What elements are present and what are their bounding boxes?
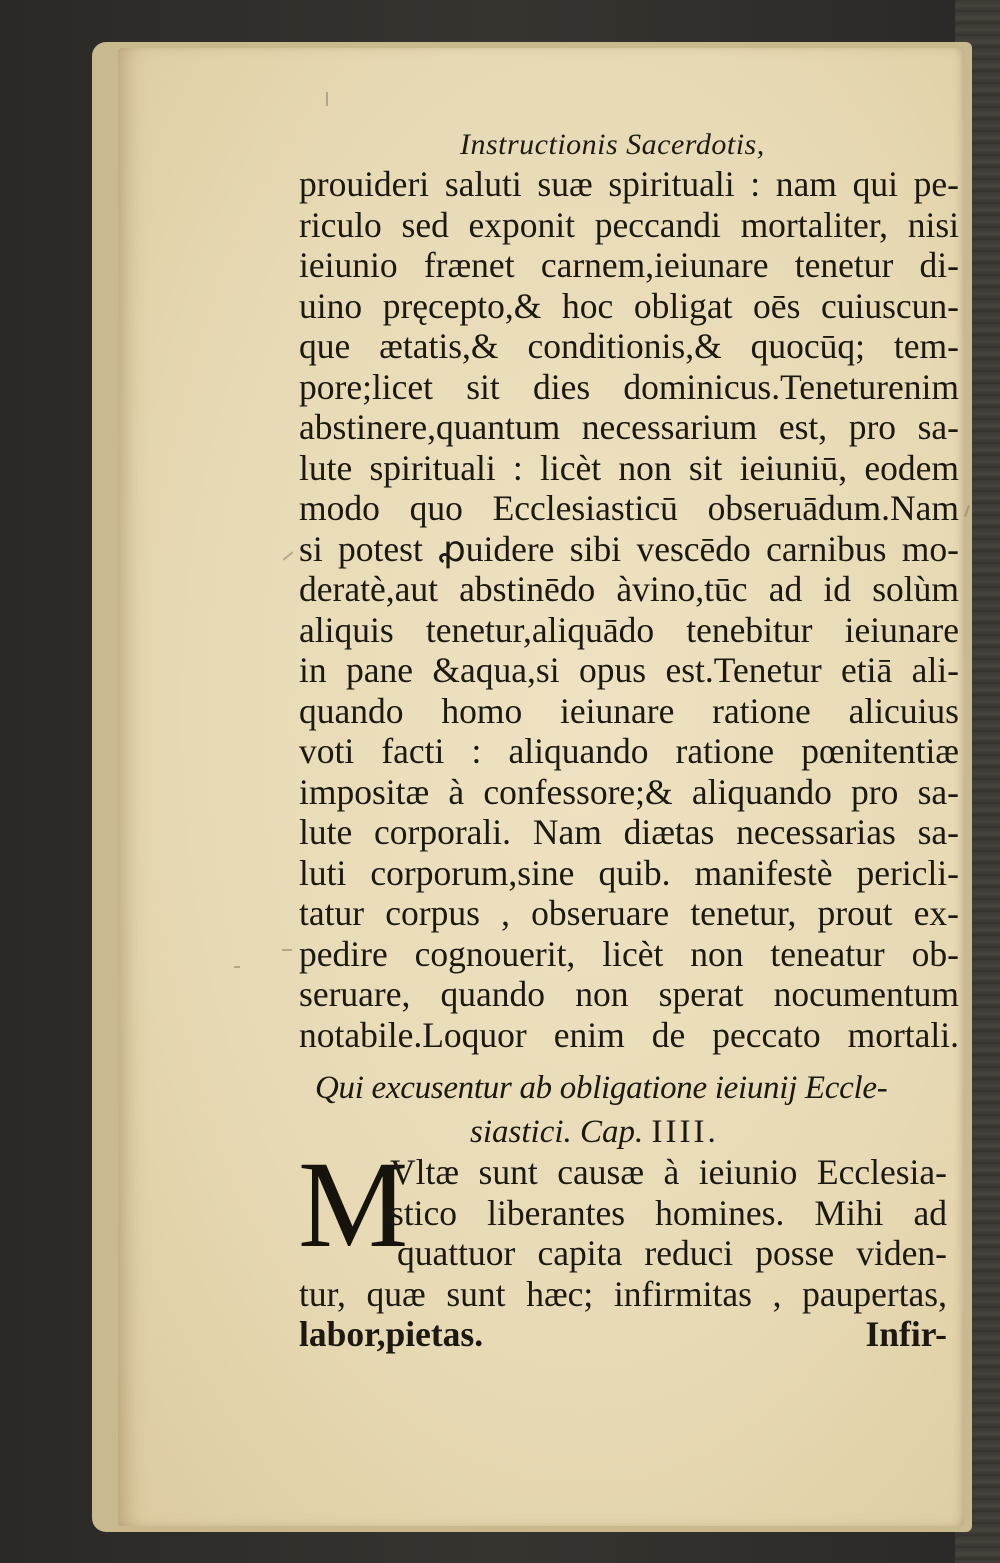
text-line: aliquis tenetur,aliquādo tenebitur ieiunare [299,609,959,650]
text-line: impositæ à confessore;& aliquando pro sa- [299,771,959,812]
text-line: pedire cognouerit, licèt non teneatur ob- [299,933,959,974]
final-line [299,1314,947,1355]
text-line: quando homo ieiunare ratione alicuius [299,690,959,731]
text-line: lute corporali. Nam diætas necessarias sa- [299,812,959,852]
text-line: riculo sed exponit peccandi mortaliter, nisi [299,204,959,245]
running-head: Instructionis Sacerdotis, [460,128,765,161]
section-text [299,1233,947,1314]
chapter-number: IIII. [651,1114,719,1150]
text-line: ieiunio frænet carnem,ieiunare tenetur di- [299,245,959,285]
text-line: Vltæ sunt causæ à ieiunio Ecclesia- [390,1152,947,1192]
text-line: quattuor capita reduci posse viden- [397,1233,947,1273]
section-text-indented [390,1152,947,1233]
pencil-mark [326,92,328,106]
chapter-heading-line: Qui excusentur ab obligatione ieiunij Eccle- [315,1070,888,1106]
text-line: prouideri saluti suæ spirituali : nam qui pe- [299,164,959,204]
text-line: stico liberantes homines. Mihi ad [390,1192,947,1233]
text-line: notabile.Loquor enim de peccato mortali. [299,1014,959,1055]
chapter-label: siastici. Cap. [470,1114,644,1150]
text-line: lute spirituali : licèt non sit ieiuniū, eodem [299,447,959,488]
text-line: uino pręcepto,& hoc obligat oēs cuiuscun- [299,285,959,326]
text-line: deratè,aut abstinēdo àvino,tūc ad id solùm [299,569,959,609]
chapter-heading-line [315,1110,955,1154]
chapter-heading [315,1066,955,1154]
text-line: in pane &aqua,si opus est.Tenetur etiā ali- [299,650,959,690]
text-line: pore;licet sit dies dominicus.Teneturenim [299,366,959,407]
text-line: si potest ꝓuidere sibi vescēdo carnibus mo- [299,528,959,569]
pencil-mark [282,949,292,951]
text-line: tur, quæ sunt hæc; infirmitas , paupertas, [299,1273,947,1314]
text-line: tatur corpus , obseruare tenetur, prout ex- [299,893,959,933]
text-line: seruare, quando non sperat nocumentum [299,974,959,1014]
catchword: Infir- [865,1314,947,1354]
final-line-text: labor,pietas. [299,1314,484,1354]
text-line: que ætatis,& conditionis,& quocūq; tem- [299,326,959,366]
text-line: abstinere,quantum necessarium est, pro sa- [299,407,959,447]
text-line: luti corporum,sine quib. manifestè pericli- [299,852,959,893]
text-line: voti facti : aliquando ratione pœnitentiæ [299,731,959,771]
drop-cap-initial: M [298,1136,409,1273]
pencil-mark [234,966,240,968]
text-line: modo quo Ecclesiasticū obseruādum.Nam [299,488,959,528]
body-text [299,164,959,1055]
